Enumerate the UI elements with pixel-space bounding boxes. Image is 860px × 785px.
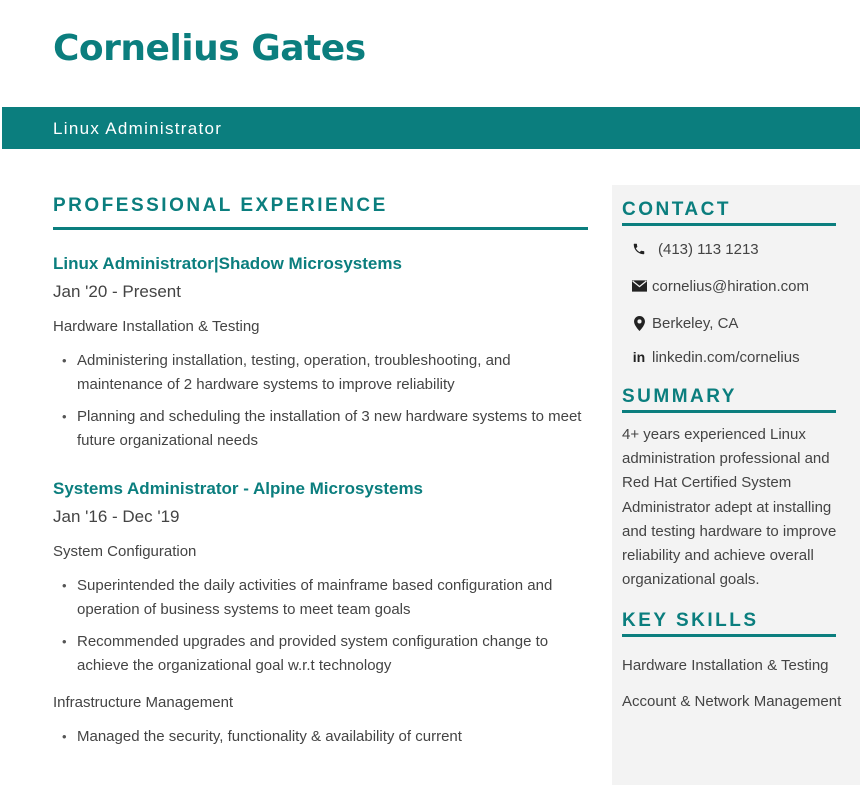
phone-text: (413) 113 1213 — [658, 240, 759, 258]
contact-email — [626, 275, 860, 297]
job-2-subheading-1: System Configuration — [53, 543, 197, 560]
linkedin-text: linkedin.com/cornelius — [652, 348, 800, 366]
job-1-bullet-list — [53, 349, 588, 453]
sidebar — [612, 185, 860, 785]
job-2-bullet-list-2 — [53, 725, 588, 749]
job-2-dates: Jan '16 - Dec '19 — [53, 507, 180, 526]
experience-heading: PROFESSIONAL EXPERIENCE — [53, 195, 588, 230]
candidate-name: Cornelius Gates — [53, 28, 366, 69]
contact-phone — [626, 238, 860, 260]
summary-text: 4+ years experienced Linux administration professional and Red Hat Certified System Administrator adept at installing and testing hardware to improve reliability and achieve overall organizational goals. — [622, 426, 837, 589]
bullet-item: • Recommended upgrades and provided system configuration change to achieve the organizational goal w.r.t technology — [53, 630, 588, 678]
email-icon — [626, 280, 652, 292]
skills-heading: KEY SKILLS — [622, 610, 836, 637]
contact-linkedin — [626, 346, 860, 368]
job-2-subheading-2: Infrastructure Management — [53, 694, 234, 711]
job-2-bullet-list-1 — [53, 574, 588, 678]
job-title-banner — [2, 107, 860, 149]
experience-section — [53, 195, 588, 757]
summary-heading: SUMMARY — [622, 386, 836, 413]
job-2-title: Systems Administrator - Alpine Microsystems — [53, 479, 424, 498]
bullet-item: • Managed the security, functionality & availability of current — [53, 725, 588, 749]
location-text: Berkeley, CA — [652, 314, 739, 332]
job-1-dates: Jan '20 - Present — [53, 282, 181, 301]
bullet-item: • Administering installation, testing, operation, troubleshooting, and maintenance of 2 hardware systems to improve reliability — [53, 349, 588, 397]
contact-heading: CONTACT — [622, 199, 836, 226]
bullet-item: • Planning and scheduling the installation of 3 new hardware systems to meet future organizational needs — [53, 405, 588, 453]
email-text: cornelius@hiration.com — [652, 277, 809, 295]
job-title-text: Linux Administrator — [53, 119, 223, 138]
contact-location — [626, 312, 860, 334]
job-1-title: Linux Administrator|Shadow Microsystems — [53, 254, 402, 273]
location-icon — [626, 316, 652, 331]
phone-icon — [626, 242, 652, 256]
skill-item: Hardware Installation & Testing — [622, 657, 829, 675]
linkedin-icon: in — [632, 349, 646, 365]
skill-item: Account & Network Management — [622, 693, 842, 711]
job-1-subheading: Hardware Installation & Testing — [53, 318, 260, 335]
bullet-item: • Superintended the daily activities of mainframe based configuration and operation of business systems to meet team goals — [53, 574, 588, 622]
